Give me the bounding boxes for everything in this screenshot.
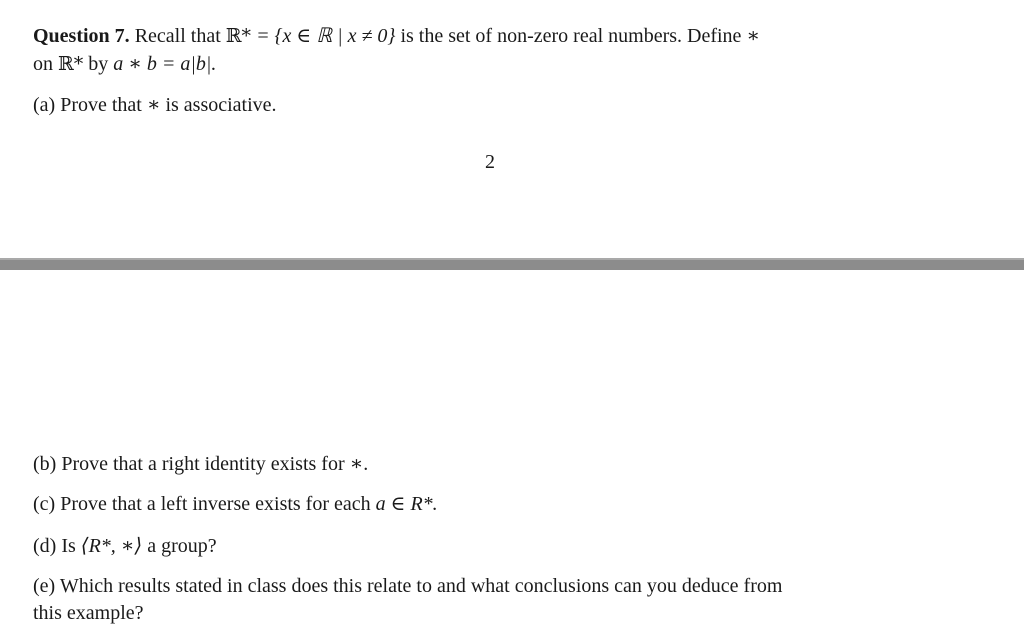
- part-d: [33, 533, 217, 560]
- question-line-1: [33, 23, 760, 50]
- question-intro-text-2: is the set of non-zero real numbers. Define ∗: [400, 25, 761, 47]
- question-line-2: [33, 51, 216, 78]
- operation-definition: a ∗ b = a|b|.: [113, 53, 217, 75]
- line2-set-symbol: ℝ*: [58, 53, 84, 75]
- page-top-section: [0, 0, 1024, 258]
- part-c: [33, 491, 438, 518]
- part-e-line-1: (e) Which results stated in class does this relate to and what conclusions can you deduce from: [33, 575, 783, 597]
- part-c-text: (c) Prove that a left inverse exists for each: [33, 493, 371, 515]
- part-a: (a) Prove that ∗ is associative.: [33, 94, 277, 116]
- line2-by: by: [88, 53, 109, 75]
- part-b: (b) Prove that a right identity exists for ∗.: [33, 453, 369, 475]
- part-d-math: ⟨R*, ∗⟩: [80, 535, 143, 557]
- set-symbol: ℝ*: [225, 25, 252, 47]
- part-e-line-2: this example?: [33, 602, 144, 624]
- part-d-end: a group?: [147, 535, 217, 557]
- part-c-math: a ∈ R*.: [375, 493, 438, 515]
- page-bottom-section: [0, 270, 1024, 643]
- question-label: Question 7.: [33, 25, 130, 47]
- set-definition: = {x ∈ ℝ | x ≠ 0}: [256, 25, 396, 47]
- line2-on: on: [33, 53, 53, 75]
- question-intro-text: Recall that: [134, 25, 221, 47]
- page-separator-highlight: [0, 258, 1024, 260]
- part-d-text: (d) Is: [33, 535, 76, 557]
- page-number: 2: [485, 151, 495, 173]
